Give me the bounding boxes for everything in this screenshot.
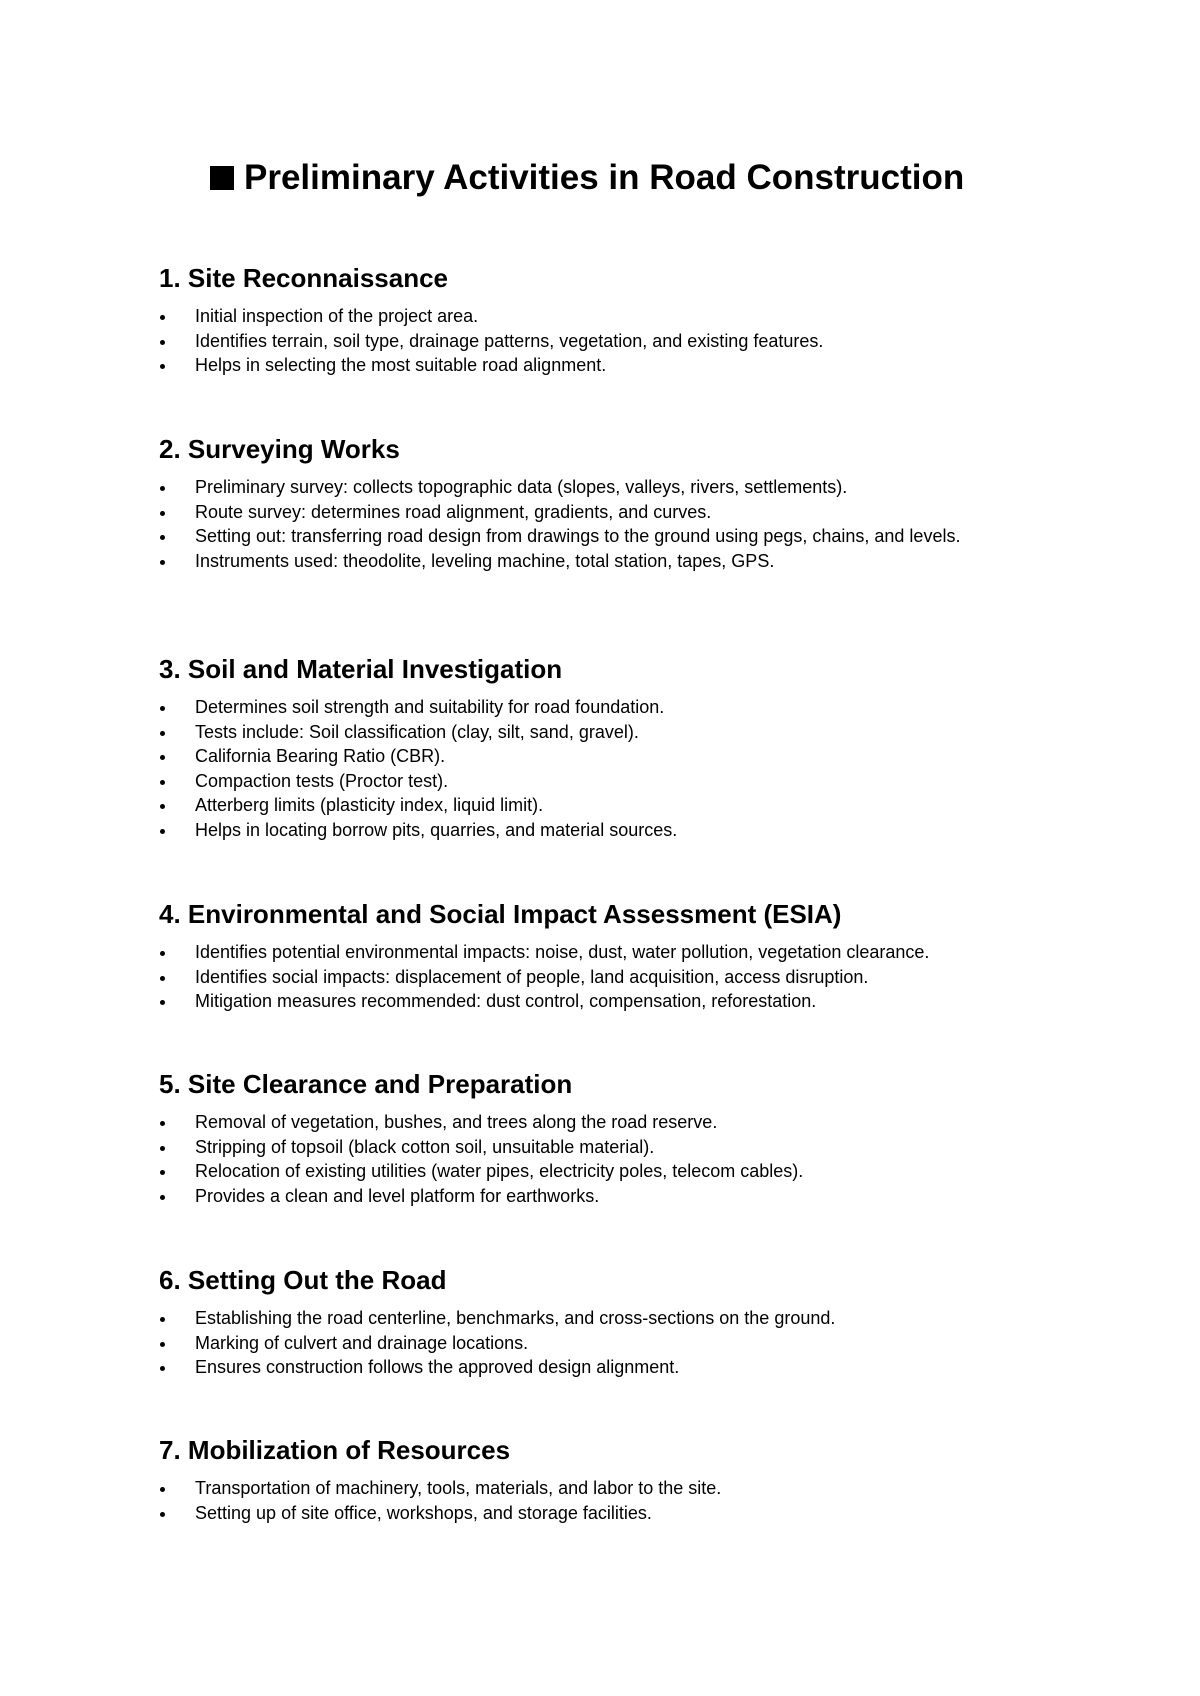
bullet-list [159, 940, 1059, 1014]
list-item: Helps in locating borrow pits, quarries, and material sources. [159, 818, 1055, 843]
bullet-icon [160, 315, 165, 320]
section-heading: 6. Setting Out the Road [159, 1265, 447, 1295]
bullet-icon [160, 1121, 165, 1126]
bullet-icon [160, 804, 165, 809]
list-item: Preliminary survey: collects topographic data (slopes, valleys, rivers, settlements). [159, 475, 1055, 500]
section-heading: 3. Soil and Material Investigation [159, 654, 563, 684]
bullet-icon [160, 1170, 165, 1175]
list-item: Compaction tests (Proctor test). [159, 769, 1055, 794]
list-item: Transportation of machinery, tools, materials, and labor to the site. [159, 1476, 1055, 1501]
bullet-list [159, 1110, 1059, 1208]
bullet-icon [160, 829, 165, 834]
list-item: Identifies potential environmental impacts: noise, dust, water pollution, vegetation clearance. [159, 940, 1055, 965]
section-surveying-works [159, 433, 1059, 573]
list-item: Initial inspection of the project area. [159, 304, 1055, 329]
list-item: Establishing the road centerline, benchmarks, and cross-sections on the ground. [159, 1306, 1055, 1331]
list-item: Stripping of topsoil (black cotton soil, unsuitable material). [159, 1135, 1055, 1160]
bullet-icon [160, 1366, 165, 1371]
list-item: Determines soil strength and suitability for road foundation. [159, 695, 1055, 720]
list-item: Setting up of site office, workshops, and storage facilities. [159, 1501, 1055, 1526]
bullet-icon [160, 340, 165, 345]
bullet-icon [160, 780, 165, 785]
list-item: Mitigation measures recommended: dust control, compensation, reforestation. [159, 989, 1055, 1014]
bullet-icon [160, 486, 165, 491]
list-item: Identifies social impacts: displacement of people, land acquisition, access disruption. [159, 965, 1055, 990]
list-item: Relocation of existing utilities (water pipes, electricity poles, telecom cables). [159, 1159, 1055, 1184]
bullet-icon [160, 976, 165, 981]
bullet-icon [160, 511, 165, 516]
bullet-icon [160, 706, 165, 711]
bullet-icon [160, 1000, 165, 1005]
section-site-clearance [159, 1068, 1059, 1208]
list-item: Removal of vegetation, bushes, and trees along the road reserve. [159, 1110, 1055, 1135]
section-site-reconnaissance [159, 262, 1059, 378]
bullet-list [159, 1476, 1059, 1525]
bullet-icon [160, 1195, 165, 1200]
bullet-icon [160, 1512, 165, 1517]
bullet-icon [160, 951, 165, 956]
list-item: Helps in selecting the most suitable road alignment. [159, 353, 1055, 378]
bullet-list [159, 304, 1059, 378]
bullet-list [159, 475, 1059, 573]
section-heading: 2. Surveying Works [159, 434, 400, 464]
list-item: Provides a clean and level platform for earthworks. [159, 1184, 1055, 1209]
section-setting-out [159, 1264, 1059, 1380]
bullet-icon [160, 364, 165, 369]
section-esia [159, 898, 1059, 1014]
bullet-list [159, 695, 1059, 842]
black-square-icon [210, 166, 234, 190]
list-item: Route survey: determines road alignment, gradients, and curves. [159, 500, 1055, 525]
list-item: Atterberg limits (plasticity index, liquid limit). [159, 793, 1055, 818]
section-heading: 5. Site Clearance and Preparation [159, 1069, 573, 1099]
list-item: Instruments used: theodolite, leveling machine, total station, tapes, GPS. [159, 549, 1055, 574]
section-mobilization [159, 1434, 1059, 1525]
bullet-icon [160, 1487, 165, 1492]
section-heading: 7. Mobilization of Resources [159, 1435, 511, 1465]
bullet-icon [160, 731, 165, 736]
document-title-text: Preliminary Activities in Road Construction [244, 158, 965, 197]
bullet-icon [160, 560, 165, 565]
bullet-icon [160, 1146, 165, 1151]
section-heading: 4. Environmental and Social Impact Assessment (ESIA) [159, 899, 842, 929]
document-title [210, 158, 964, 198]
section-heading: 1. Site Reconnaissance [159, 263, 449, 293]
bullet-list [159, 1306, 1059, 1380]
bullet-icon [160, 1317, 165, 1322]
list-item: Tests include: Soil classification (clay, silt, sand, gravel). [159, 720, 1055, 745]
list-item: Marking of culvert and drainage locations. [159, 1331, 1055, 1356]
section-soil-material-investigation [159, 653, 1059, 842]
list-item: California Bearing Ratio (CBR). [159, 744, 1055, 769]
list-item: Ensures construction follows the approved design alignment. [159, 1355, 1055, 1380]
list-item: Identifies terrain, soil type, drainage patterns, vegetation, and existing features. [159, 329, 1055, 354]
bullet-icon [160, 1342, 165, 1347]
bullet-icon [160, 535, 165, 540]
list-item: Setting out: transferring road design from drawings to the ground using pegs, chains, and levels. [159, 524, 1055, 549]
bullet-icon [160, 755, 165, 760]
